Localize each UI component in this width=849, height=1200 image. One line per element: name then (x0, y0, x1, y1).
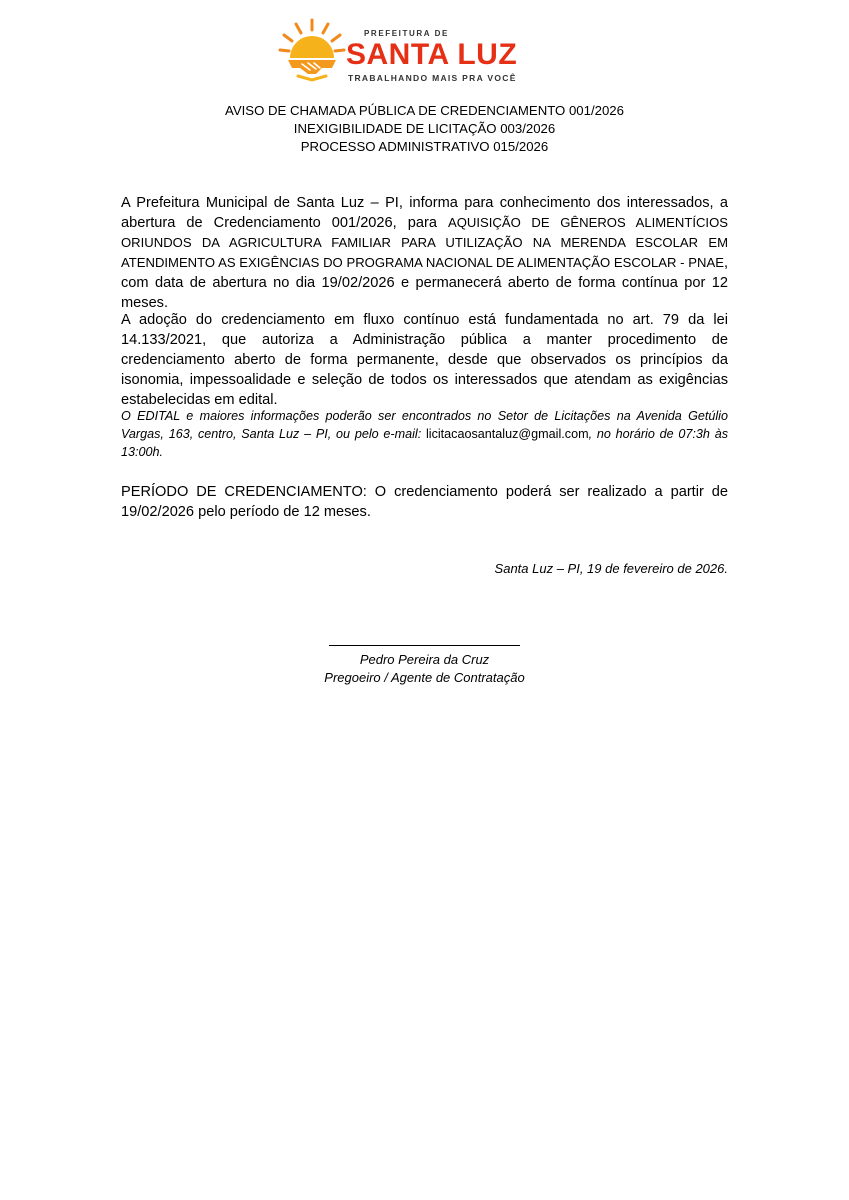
header-process: PROCESSO ADMINISTRATIVO 015/2026 (300, 139, 549, 154)
announcement-object: AQUISIÇÃO DE GÊNEROS ALIMENTÍCIOS ORIUNDOS DA AGRICULTURA FAMILIAR PARA UTILIZAÇÃO NA MERENDA ESCOLAR EM ATENDIMENTO AS EXIGÊNCIAS DO PROGRAMA NACIONAL DE ALIMENTAÇÃO ESCOLAR - PNAE (121, 215, 728, 270)
logo-slogan: TRABALHANDO MAIS PRA VOCÊ (348, 73, 517, 83)
document-header (0, 102, 849, 156)
paragraph-announcement (121, 193, 728, 313)
contact-email: licitacaosantaluz@gmail.com (425, 427, 589, 441)
edital-info-text: O EDITAL e maiores informações poderão ser encontrados no Setor de Licitações na Avenida Getúlio Vargas, 163, centro, Santa Luz – PI, ou pelo e-mail: (121, 409, 728, 441)
prefeitura-logo (278, 18, 548, 86)
signatory-name: Pedro Pereira da Cruz (359, 652, 490, 667)
announcement-outro: , com data de abertura no dia 19/02/2026 e permanecerá aberto de forma contínua por 12 meses. (121, 255, 728, 311)
sun-handshake-icon (278, 18, 346, 84)
header-title: AVISO DE CHAMADA PÚBLICA DE CREDENCIAMENTO 001/2026 (225, 103, 624, 118)
signature-line (329, 645, 520, 646)
header-inexigibility: INEXIGIBILIDADE DE LICITAÇÃO 003/2026 (293, 121, 556, 136)
paragraph-period: PERÍODO DE CREDENCIAMENTO: O credenciamento poderá ser realizado a partir de 19/02/2026 pelo período de 12 meses. (121, 484, 728, 520)
announcement-intro: A Prefeitura Municipal de Santa Luz – PI, informa para conhecimento dos interessados, a abertura de Credenciamento 001/2026, para (121, 195, 728, 231)
place-date: Santa Luz – PI, 19 de fevereiro de 2026. (494, 561, 728, 576)
paragraph-legal-basis: A adoção do credenciamento em fluxo contínuo está fundamentada no art. 79 da lei 14.133/2021, que autoriza a Administração pública a manter procedimento de credenciamento aberto de forma permanente, desde que observados os princípios da isonomia, impessoalidade e seleção de todos os interessados que atendam as exigências estabelecidas em edital. (121, 312, 728, 408)
signature-block (0, 651, 849, 687)
paragraph-edital-info (121, 407, 728, 461)
logo-city-name: SANTA LUZ (346, 38, 518, 71)
signatory-role: Pregoeiro / Agente de Contratação (324, 670, 525, 685)
edital-info-hours: , no horário de 07:3h às 13:00h. (121, 427, 728, 459)
logo-prefix: PREFEITURA DE (364, 29, 449, 38)
